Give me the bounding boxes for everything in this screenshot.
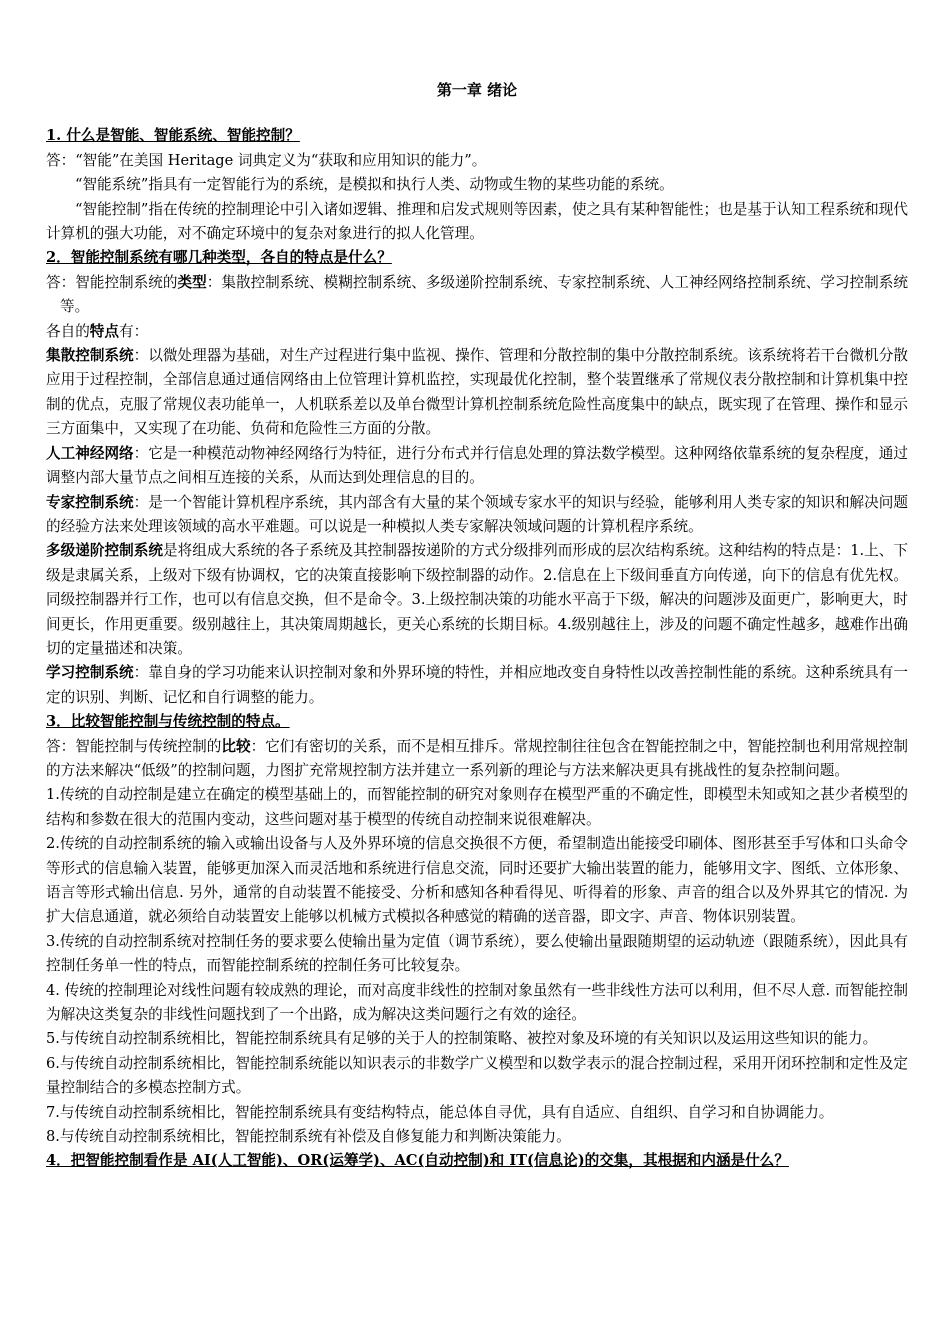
intro-label: 比较 — [221, 737, 251, 755]
feature-term: 集散控制系统 — [46, 347, 134, 365]
comparison-point: 6.与传统自动控制系统相比，智能控制系统能以知识表示的非数学广义模型和以数学表示的混合控制过程，采用开闭环控制和定性及定量控制结合的多模态控制方式。 — [46, 1054, 908, 1097]
feature-text: ：它是一种模范动物神经网络行为特征，进行分布式并行信息处理的算法数学模型。这种网络依靠系统的复杂程度，通过调整内部大量节点之间相互连接的关系，从而达到处理信息的目的。 — [46, 444, 908, 487]
feature-item — [46, 344, 908, 442]
feature-text: ：以微处理器为基础，对生产过程进行集中监视、操作、管理和分散控制的集中分散控制系统。该系统将若干台微机分散应用于过程控制，全部信息通过通信网络由上位管理计算机监控，实现最优化控制，整个装置继承了常规仪表分散控制和计算机集中控制的优点，克服了常规仪表功能单一，人机联系差以及单台微型计算机控制系统危险性高度集中的缺点，既实现了在管理、操作和显示三方面集中，又实现了在功能、负荷和危险性三方面的分散。 — [46, 347, 908, 438]
feature-item — [46, 491, 908, 540]
answer-1-intelligent-system: “智能系统”指具有一定智能行为的系统，是模拟和执行人类、动物或生物的某些功能的系统。 — [75, 176, 674, 194]
feature-term: 专家控制系统 — [46, 493, 134, 511]
intro-text: ：它们有密切的关系，而不是相互排斥。常规控制往往包含在智能控制之中，智能控制也利用常规控制的方法来解决“低级”的控制问题，力图扩充常规控制方法并建立一系列新的理论与方法来解决更具有挑战性的复杂控制问题。 — [46, 737, 908, 779]
types-label: 类型 — [177, 273, 207, 291]
features-suffix: 有： — [119, 322, 149, 340]
question-2-text: 2．智能控制系统有哪几种类型，各自的特点是什么？ — [46, 249, 392, 267]
feature-item — [46, 442, 908, 491]
feature-item — [46, 539, 908, 661]
comparison-point: 2.传统的自动控制系统的输入或输出设备与人及外界环境的信息交换很不方便，希望制造出能接受印刷体、图形甚至手写体和口头命令等形式的信息输入装置，能够更加深入而灵活地和系统进行信息交流，同时还要扩大输出装置的能力，能够用文字、图纸、立体形象、语言等形式输出信息. 另外，通常的自动装置不能接受、分析和感知各种看得见、听得着的形象、声音的组合以及外界其它的情况. 为扩大信息通道，就必须给自动装置安上能够以机械方式模拟各种感觉的精确的送音器，即文字、声音、物体识别装置。 — [46, 835, 908, 926]
question-3-text: 3．比较智能控制与传统控制的特点。 — [46, 713, 290, 731]
comparison-point: 4. 传统的控制理论对线性问题有较成熟的理论，而对高度非线性的控制对象虽然有一些非线性方法可以利用，但不尽人意. 而智能控制为解决这类复杂的非线性问题找到了一个出路，成为解决这类问题行之有效的途径。 — [46, 981, 908, 1024]
intro-prefix: 答：智能控制与传统控制的 — [46, 737, 222, 755]
types-text: ：集散控制系统、模糊控制系统、多级递阶控制系统、专家控制系统、人工神经网络控制系统、学习控制系统等。 — [60, 273, 908, 316]
feature-term: 学习控制系统 — [46, 664, 134, 682]
question-2 — [46, 246, 908, 270]
feature-text: ：是一个智能计算机程序系统，其内部含有大量的某个领域专家水平的知识与经验，能够利用人类专家的知识和解决问题的经验方法来处理该领域的高水平难题。可以说是一种模拟人类专家解决领域问题的计算机程序系统。 — [46, 493, 908, 535]
comparison-point: 3.传统的自动控制系统对控制任务的要求要么使输出量为定值（调节系统），要么使输出量跟随期望的运动轨迹（跟随系统），因此具有控制任务单一性的特点，而智能控制系统的控制任务可比较复杂。 — [46, 932, 908, 975]
comparison-point: 8.与传统自动控制系统相比，智能控制系统有补偿及自修复能力和判断决策能力。 — [46, 1128, 571, 1146]
question-4 — [46, 1149, 908, 1173]
types-prefix: 答：智能控制系统的 — [46, 273, 178, 291]
answer-1-intelligence: 答：“智能”在美国 Heritage 词典定义为“获取和应用知识的能力”。 — [46, 151, 487, 169]
comparison-point: 1.传统的自动控制是建立在确定的模型基础上的，而智能控制的研究对象则存在模型严重的不确定性，即模型未知或知之甚少者模型的结构和参数在很大的范围内变动，这些问题对基于模型的传统自动控制来说很难解决。 — [46, 786, 908, 828]
question-3 — [46, 710, 908, 734]
comparison-point: 7.与传统自动控制系统相比，智能控制系统具有变结构特点，能总体自寻优，具有自适应、自组织、自学习和自协调能力。 — [46, 1103, 834, 1121]
feature-text: 是将组成大系统的各子系统及其控制器按递阶的方式分级排列而形成的层次结构系统。这种结构的特点是：1.上、下级是隶属关系，上级对下级有协调权，它的决策直接影响下级控制器的动作。2.信息在上下级间垂直方向传递，向下的信息有优先权。同级控制器并行工作，也可以有信息交换，但不是命令。3.上级控制决策的功能水平高于下级，解决的问题涉及面更广，影响更大，时间更长，作用更重要。级别越往上，其决策周期越长，更关心系统的长期目标。4.级别越往上，涉及的问题不确定性越多，越难作出确切的定量描述和决策。 — [46, 542, 908, 657]
comparison-point: 5.与传统自动控制系统相比，智能控制系统具有足够的关于人的控制策略、被控对象及环境的有关知识以及运用这些知识的能力。 — [46, 1030, 878, 1048]
features-prefix: 各自的 — [46, 322, 90, 340]
document-page — [46, 78, 908, 1174]
answer-2-features-intro — [46, 320, 908, 344]
feature-term: 人工神经网络 — [46, 444, 134, 462]
answer-3-intro — [46, 735, 908, 784]
feature-item — [46, 661, 908, 710]
question-1 — [46, 124, 908, 148]
feature-text: ：靠自身的学习功能来认识控制对象和外界环境的特性，并相应地改变自身特性以改善控制性能的系统。这种系统具有一定的识别、判断、记忆和自行调整的能力。 — [46, 664, 908, 706]
answer-2-types — [46, 271, 908, 320]
question-1-text: 1. 什么是智能、智能系统、智能控制？ — [46, 127, 300, 145]
answer-1-intelligent-control: “智能控制”指在传统的控制理论中引入诸如逻辑、推理和启发式规则等因素，使之具有某种智能性；也是基于认知工程系统和现代计算机的强大功能，对不确定环境中的复杂对象进行的拟人化管理。 — [46, 200, 908, 243]
feature-term: 多级递阶控制系统 — [46, 542, 163, 560]
features-label: 特点 — [89, 322, 119, 340]
question-4-text: 4．把智能控制看作是 AI(人工智能)、OR(运筹学)、AC(自动控制)和 IT(信息论)的交集，其根据和内涵是什么？ — [46, 1152, 789, 1170]
chapter-title: 第一章 绪论 — [436, 81, 518, 99]
